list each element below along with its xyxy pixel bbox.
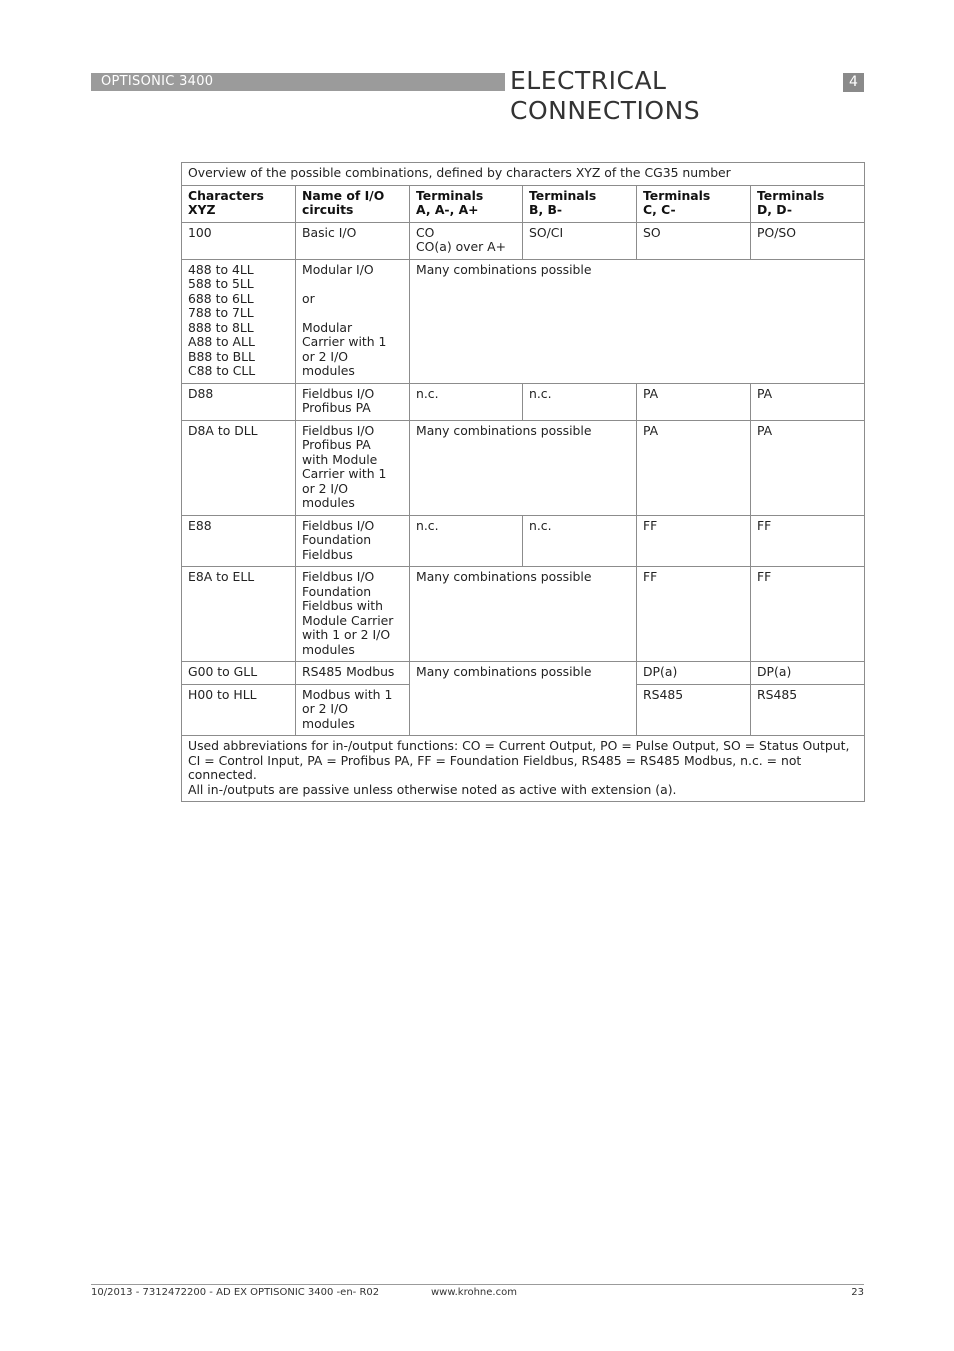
section-title: ELECTRICAL CONNECTIONS [510, 66, 701, 125]
table-cell: H00 to HLL [182, 684, 296, 736]
table-row [182, 222, 865, 259]
page-header [91, 66, 864, 125]
table-cell: DP(a) [637, 662, 751, 685]
table-cell: n.c. [410, 515, 523, 567]
table-cell: Fieldbus I/O Foundation Fieldbus [296, 515, 410, 567]
column-header: Terminals D, D- [751, 185, 865, 222]
table-title: Overview of the possible combinations, defined by characters XYZ of the CG35 number [182, 163, 865, 186]
table-row [182, 383, 865, 420]
footer-doc-id: 10/2013 - 7312472200 - AD EX OPTISONIC 3400 -en- R02 [91, 1287, 380, 1298]
table-cell: Many combinations possible [410, 567, 637, 662]
table-cell: FF [637, 567, 751, 662]
abbreviations-note: Used abbreviations for in-/output functions: CO = Current Output, PO = Pulse Output, SO = Status Output, CI = Control Input, PA = Profibus PA, FF = Foundation Fieldbus, RS485 = RS485 Modbus, n.c. = not connected. All in-/outputs are passive unless otherwise noted as active with extension (a). [182, 736, 865, 802]
table-cell: PA [751, 420, 865, 515]
column-header: Terminals B, B- [523, 185, 637, 222]
table-cell: Fieldbus I/O Profibus PA [296, 383, 410, 420]
table-cell: FF [637, 515, 751, 567]
table-cell: CO CO(a) over A+ [410, 222, 523, 259]
table-cell: Fieldbus I/O Foundation Fieldbus with Module Carrier with 1 or 2 I/O modules [296, 567, 410, 662]
table-row [182, 259, 865, 383]
table-cell: D88 [182, 383, 296, 420]
page-number: 23 [851, 1287, 864, 1298]
table-row [182, 420, 865, 515]
table-title-row [182, 163, 865, 186]
table-cell: PA [751, 383, 865, 420]
table-cell: PO/SO [751, 222, 865, 259]
table-cell: RS485 [751, 684, 865, 736]
table-cell: FF [751, 515, 865, 567]
table-row [182, 515, 865, 567]
table-cell: Many combinations possible [410, 420, 637, 515]
table-cell: RS485 Modbus [296, 662, 410, 685]
table-row [182, 567, 865, 662]
table-cell: Fieldbus I/O Profibus PA with Module Carrier with 1 or 2 I/O modules [296, 420, 410, 515]
table-cell: Basic I/O [296, 222, 410, 259]
table-cell: FF [751, 567, 865, 662]
table-notes-row [182, 736, 865, 802]
table-cell: RS485 [637, 684, 751, 736]
table-header-row [182, 185, 865, 222]
table-cell: 100 [182, 222, 296, 259]
table-cell: SO [637, 222, 751, 259]
table-cell: n.c. [410, 383, 523, 420]
table-cell: DP(a) [751, 662, 865, 685]
column-header: Terminals C, C- [637, 185, 751, 222]
table-cell: PA [637, 383, 751, 420]
column-header: Characters XYZ [182, 185, 296, 222]
table-cell: D8A to DLL [182, 420, 296, 515]
table-cell: PA [637, 420, 751, 515]
table-cell: Many combinations possible [410, 662, 637, 736]
column-header: Name of I/O circuits [296, 185, 410, 222]
table-cell: Many combinations possible [410, 259, 865, 383]
footer-divider [91, 1284, 864, 1285]
column-header: Terminals A, A-, A+ [410, 185, 523, 222]
chapter-number: 4 [843, 73, 864, 92]
table-cell: 488 to 4LL 588 to 5LL 688 to 6LL 788 to 7LL 888 to 8LL A88 to ALL B88 to BLL C88 to CLL [182, 259, 296, 383]
table-row [182, 662, 865, 685]
table-cell: n.c. [523, 383, 637, 420]
table-cell: Modular I/O or Modular Carrier with 1 or 2 I/O modules [296, 259, 410, 383]
table-cell: E8A to ELL [182, 567, 296, 662]
product-name: OPTISONIC 3400 [101, 74, 214, 89]
table-cell: Modbus with 1 or 2 I/O modules [296, 684, 410, 736]
footer-website: www.krohne.com [431, 1287, 517, 1298]
table-cell: SO/CI [523, 222, 637, 259]
table-cell: n.c. [523, 515, 637, 567]
combinations-table [181, 162, 865, 802]
table-cell: G00 to GLL [182, 662, 296, 685]
table-cell: E88 [182, 515, 296, 567]
